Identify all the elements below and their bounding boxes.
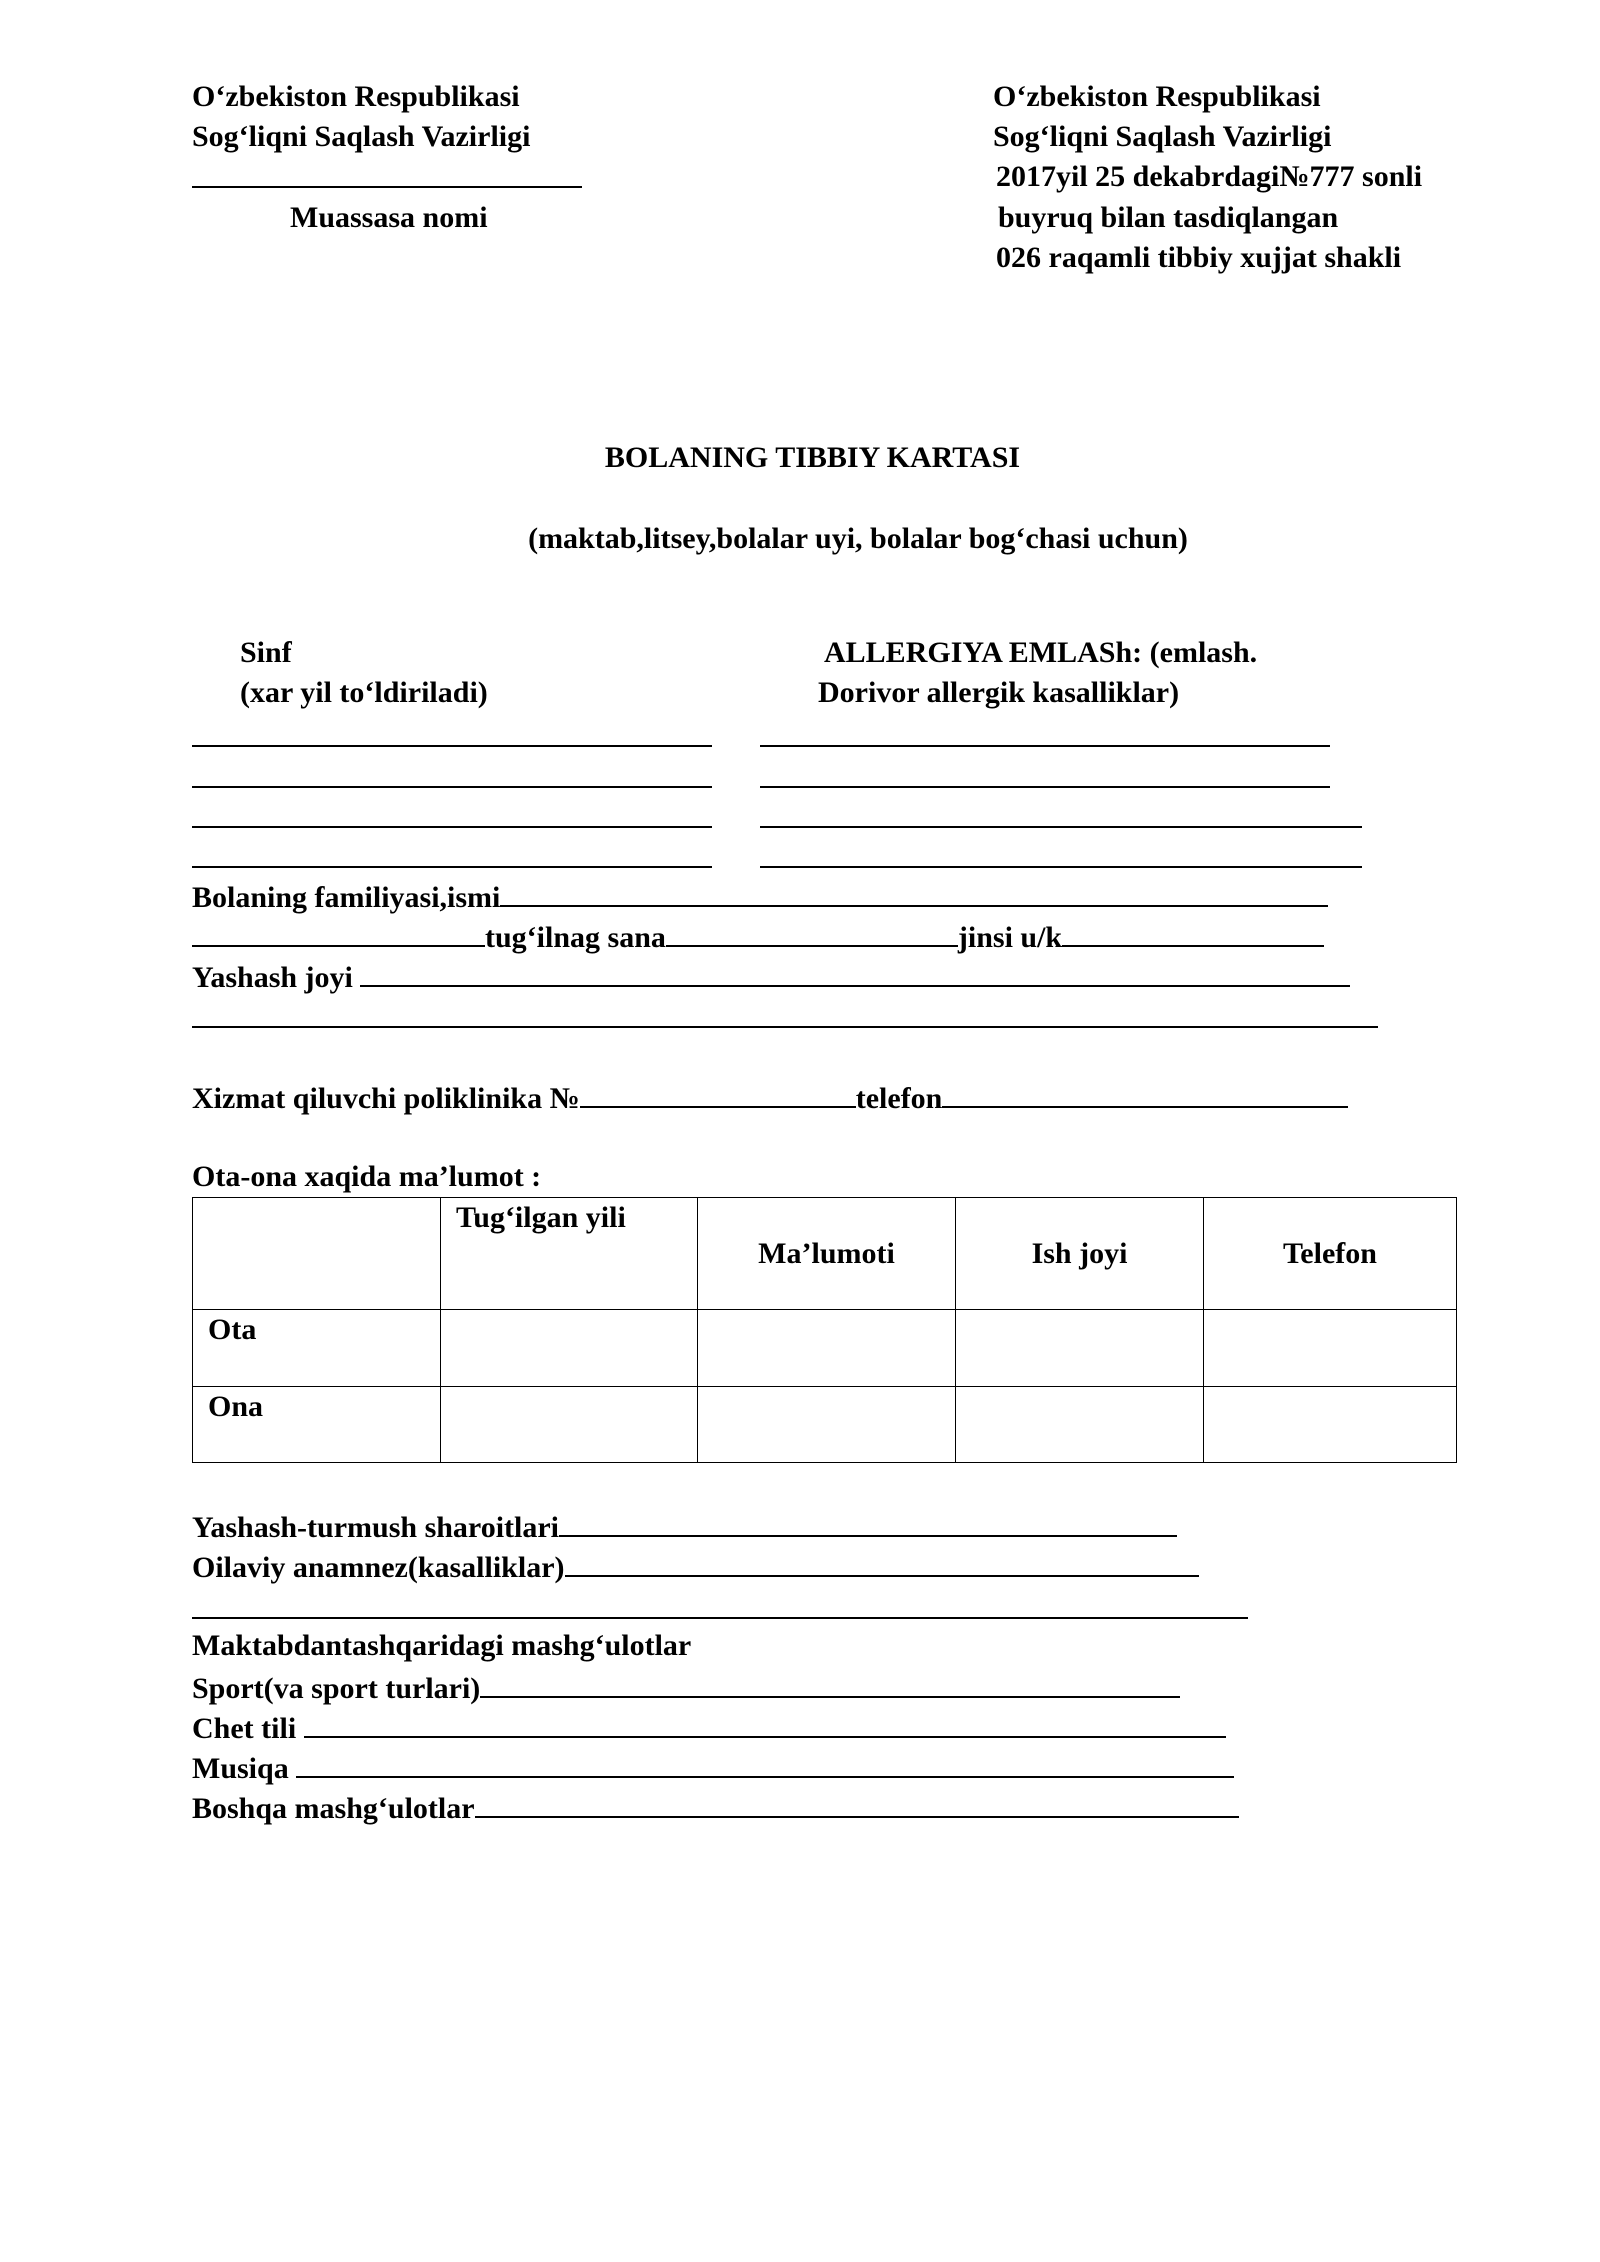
- birth-date-field[interactable]: [666, 915, 958, 947]
- music-row: [192, 1746, 1234, 1789]
- other-activities-label: Boshqa mashg‘ulotlar: [192, 1792, 475, 1825]
- music-field[interactable]: [296, 1746, 1234, 1778]
- mother-education-cell[interactable]: [698, 1387, 956, 1463]
- language-label: Chet tili: [192, 1712, 297, 1745]
- order-approval-line: buyruq bilan tasdiqlangan: [998, 201, 1339, 234]
- allergy-line-4[interactable]: [760, 866, 1362, 868]
- address-row: [192, 955, 1350, 998]
- sport-field[interactable]: [480, 1666, 1180, 1698]
- allergy-label: ALLERGIYA EMLASh: (emlash.: [824, 636, 1258, 669]
- father-education-cell[interactable]: [698, 1310, 956, 1387]
- ministry-name-right: Sog‘liqni Saqlash Vazirligi: [993, 120, 1332, 153]
- father-label: Ota: [193, 1310, 441, 1387]
- parents-section-label: Ota-ona xaqida ma’lumot :: [192, 1160, 542, 1193]
- mother-birth-year-cell[interactable]: [441, 1387, 698, 1463]
- order-date-line: 2017yil 25 dekabrdagi№777 sonli: [996, 160, 1423, 193]
- child-name-label: Bolaning familiyasi,ismi: [192, 881, 501, 914]
- parents-table: [192, 1197, 1457, 1463]
- allergy-line-3[interactable]: [760, 826, 1362, 828]
- sport-row: [192, 1666, 1180, 1709]
- clinic-row: [192, 1076, 1348, 1119]
- mother-label: Ona: [193, 1387, 441, 1463]
- family-history-row: [192, 1545, 1199, 1588]
- allergy-note: Dorivor allergik kasalliklar): [818, 676, 1180, 709]
- father-birth-year-cell[interactable]: [441, 1310, 698, 1387]
- sex-label: jinsi u/k: [957, 921, 1063, 954]
- parents-header-education: Ma’lumoti: [698, 1198, 956, 1310]
- grade-line-3[interactable]: [192, 826, 712, 828]
- living-conditions-field[interactable]: [559, 1505, 1177, 1537]
- child-name-row: [192, 875, 1328, 918]
- parents-header-empty: [193, 1198, 441, 1310]
- parents-table-header-row: [193, 1198, 1457, 1310]
- family-history-label: Oilaviy anamnez(kasalliklar): [192, 1551, 565, 1584]
- birth-date-label: tug‘ilnag sana: [485, 921, 666, 954]
- address-line-2[interactable]: [192, 1026, 1378, 1028]
- clinic-number-field[interactable]: [580, 1076, 856, 1108]
- father-phone-cell[interactable]: [1204, 1310, 1457, 1387]
- mother-phone-cell[interactable]: [1204, 1387, 1457, 1463]
- clinic-label: Xizmat qiluvchi poliklinika №: [192, 1082, 580, 1115]
- music-label: Musiqa: [192, 1752, 289, 1785]
- sport-label: Sport(va sport turlari): [192, 1672, 481, 1705]
- child-birth-row: [192, 915, 1324, 958]
- other-activities-field[interactable]: [475, 1786, 1239, 1818]
- table-row: [193, 1310, 1457, 1387]
- grade-line-2[interactable]: [192, 786, 712, 788]
- ministry-name-left: Sog‘liqni Saqlash Vazirligi: [192, 120, 531, 153]
- language-row: [192, 1706, 1226, 1749]
- ministry-country-left: O‘zbekiston Respublikasi: [192, 80, 520, 113]
- institution-label: Muassasa nomi: [290, 201, 488, 234]
- grade-line-1[interactable]: [192, 745, 712, 747]
- ministry-country-right: O‘zbekiston Respublikasi: [993, 80, 1321, 113]
- other-activities-row: [192, 1786, 1239, 1829]
- mother-workplace-cell[interactable]: [956, 1387, 1204, 1463]
- sex-field[interactable]: [1062, 915, 1324, 947]
- clinic-phone-field[interactable]: [942, 1076, 1348, 1108]
- living-conditions-row: [192, 1505, 1177, 1548]
- address-field[interactable]: [360, 955, 1350, 987]
- institution-name-field[interactable]: [192, 186, 582, 188]
- page-subtitle: (maktab,litsey,bolalar uyi, bolalar bog‘chasi uchun): [528, 522, 1188, 555]
- allergy-line-2[interactable]: [760, 786, 1330, 788]
- grade-note: (xar yil to‘ldiriladi): [240, 676, 488, 709]
- clinic-phone-label: telefon: [855, 1082, 943, 1115]
- child-name-continuation-field[interactable]: [192, 915, 485, 947]
- child-name-field[interactable]: [500, 875, 1328, 907]
- address-label: Yashash joyi: [192, 961, 353, 994]
- table-row: [193, 1387, 1457, 1463]
- living-conditions-label: Yashash-turmush sharoitlari: [192, 1511, 560, 1544]
- page-title: BOLANING TIBBIY KARTASI: [604, 441, 1021, 474]
- form-number-line: 026 raqamli tibbiy xujjat shakli: [996, 241, 1402, 274]
- grade-label: Sinf: [240, 636, 292, 669]
- family-history-line-2[interactable]: [192, 1617, 1248, 1619]
- language-field[interactable]: [304, 1706, 1226, 1738]
- grade-line-4[interactable]: [192, 866, 712, 868]
- allergy-line-1[interactable]: [760, 745, 1330, 747]
- family-history-field[interactable]: [565, 1545, 1199, 1577]
- parents-header-birth-year: Tug‘ilgan yili: [441, 1198, 698, 1310]
- father-workplace-cell[interactable]: [956, 1310, 1204, 1387]
- parents-header-phone: Telefon: [1204, 1198, 1457, 1310]
- activities-heading: Maktabdantashqaridagi mashg‘ulotlar: [192, 1629, 692, 1662]
- parents-header-workplace: Ish joyi: [956, 1198, 1204, 1310]
